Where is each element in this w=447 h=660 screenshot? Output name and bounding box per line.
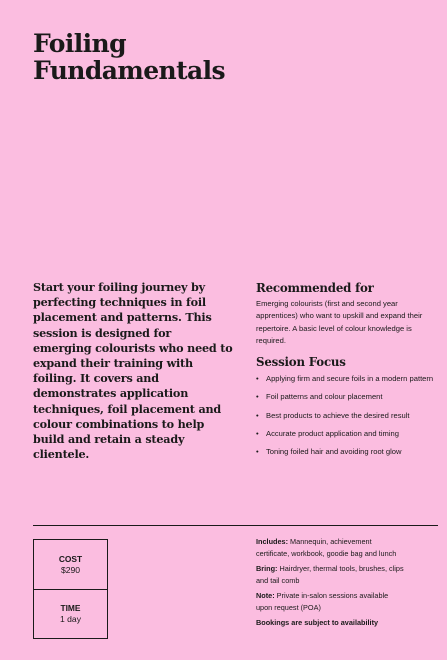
list-item — [256, 410, 441, 421]
recommended-section — [256, 281, 436, 347]
time-label: TIME — [60, 603, 81, 613]
bookings-text: Bookings are subject to availability — [256, 618, 379, 627]
bullet-icon: • — [256, 428, 259, 438]
list-item — [256, 373, 441, 384]
list-item-text: Accurate product application and timing — [266, 428, 399, 438]
bring-value: Hairdryer, thermal tools, brushes, clips and tail comb — [256, 564, 404, 585]
time-value: 1 day — [59, 614, 82, 624]
note-text — [256, 590, 406, 614]
list-item-text: Toning foiled hair and avoiding root glow — [266, 447, 402, 457]
bring-label: Bring: — [256, 564, 278, 573]
bullet-icon: • — [256, 410, 259, 420]
list-item — [256, 446, 441, 457]
recommended-text: Emerging colourists (first and second year apprentices) who want to upskill and expand their repertoire. A basic level of colour knowledge is required. — [256, 299, 423, 345]
session-focus-heading: Session Focus — [256, 355, 346, 369]
recommended-heading: Recommended for — [256, 281, 374, 295]
bookings-notice — [256, 617, 406, 629]
bullet-icon: • — [256, 392, 259, 402]
time-box — [33, 589, 108, 639]
session-focus-list — [256, 373, 441, 457]
cost-value: $290 — [60, 564, 81, 575]
intro-paragraph: Start your foiling journey by perfecting techniques in foil placement and patterns. This session is designed for emerging colourists who need to expand their training with foiling. It covers and demonstrates application techniques, foil placement and colour combinations to help build and retain a steady clientele. — [33, 280, 233, 462]
list-item-text: Best products to achieve the desired result — [266, 410, 410, 420]
details-section — [256, 536, 406, 632]
session-focus-section — [256, 355, 441, 464]
bullet-icon: • — [256, 447, 259, 457]
cost-box — [33, 539, 108, 590]
note-label: Note: — [256, 591, 275, 600]
title-line-1: Foiling — [33, 29, 127, 58]
section-divider — [33, 525, 438, 526]
list-item-text: Foil patterns and colour placement — [266, 392, 383, 402]
includes-value: Mannequin, achievement certificate, workbook, goodie bag and lunch — [256, 537, 397, 558]
includes-text — [256, 536, 406, 560]
title-line-2: Fundamentals — [33, 56, 225, 85]
bullet-icon: • — [256, 374, 259, 383]
note-value: Private in-salon sessions available upon request (POA) — [256, 591, 389, 612]
list-item-text: Applying firm and secure foils in a modern pattern — [266, 374, 434, 383]
includes-label: Includes: — [256, 537, 289, 546]
page-title — [33, 30, 225, 84]
list-item — [256, 391, 441, 402]
bring-text — [256, 563, 406, 587]
list-item — [256, 428, 441, 439]
cost-label: COST — [58, 553, 83, 564]
